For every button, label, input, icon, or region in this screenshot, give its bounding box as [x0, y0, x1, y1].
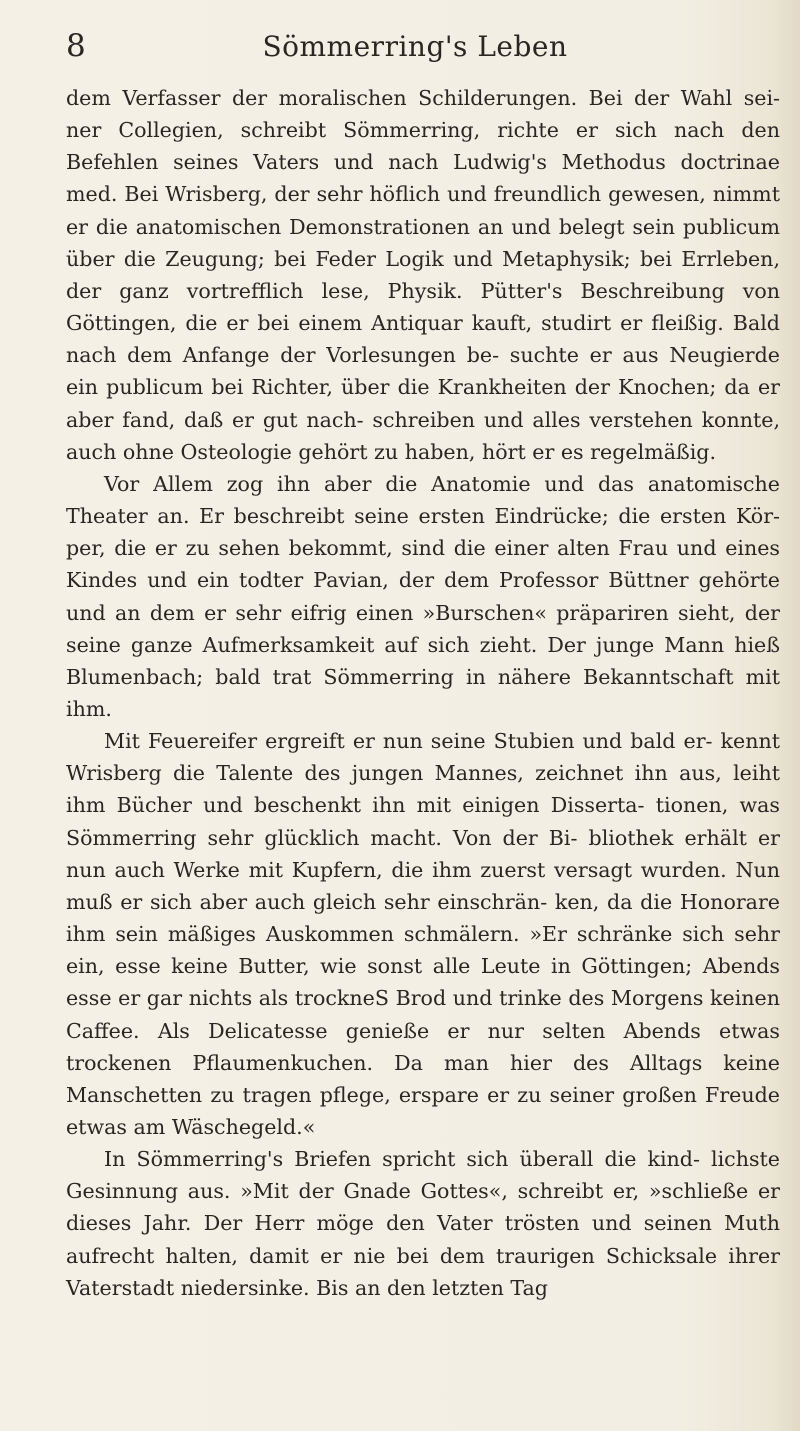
paragraph-1: dem Verfasser der moralischen Schilderungen. Bei der Wahl sei- ner Collegien, schreibt Sömmerring, richte er sich nach den Befehlen seines Vaters und nach Ludwig's Methodus doctrinae med. Bei Wrisberg, der sehr höflich und freundlich gewesen, nimmt er die anatomischen Demonstrationen an und belegt sein publicum über die Zeugung; bei Feder Logik und Metaphysik; bei Errleben, der ganz vortrefflich lese, Physik. Pütter's Beschreibung von Göttingen, die er bei einem Antiquar kauft, studirt er fleißig. Bald nach dem Anfange der Vorlesungen be- suchte er aus Neugierde ein publicum bei Richter, über die Krankheiten der Knochen; da er aber fand, daß er gut nach- schreiben und alles verstehen konnte, auch ohne Osteologie gehört zu haben, hört er es regelmäßig.: [66, 86, 780, 464]
body-text: [66, 82, 780, 1304]
paragraph-2: Vor Allem zog ihn aber die Anatomie und das anatomische Theater an. Er beschreibt seine ersten Eindrücke; die ersten Kör- per, die er zu sehen bekommt, sind die einer alten Frau und eines Kindes und ein todter Pavian, der dem Professor Büttner gehörte und an dem er sehr eifrig einen »Burschen« präpariren sieht, der seine ganze Aufmerksamkeit auf sich zieht. Der junge Mann hieß Blumenbach; bald trat Sömmerring in nähere Bekanntschaft mit ihm.: [66, 471, 780, 721]
page-header: [66, 28, 764, 68]
running-head: Sömmerring's Leben: [262, 30, 568, 63]
page-number: 8: [66, 28, 86, 64]
paragraph-3: Mit Feuereifer ergreift er nun seine Stubien und bald er- kennt Wrisberg die Talente des jungen Mannes, zeichnet ihn aus, leiht ihm Bücher und beschenkt ihn mit einigen Disserta- tionen, was Sömmerring sehr glücklich macht. Von der Bi- bliothek erhält er nun auch Werke mit Kupfern, die ihm zuerst versagt wurden. Nun muß er sich aber auch gleich sehr einschrän- ken, da die Honorare ihm sein mäßiges Auskommen schmälern. »Er schränke sich sehr ein, esse keine Butter, wie sonst alle Leute in Göttingen; Abends esse er gar nichts als trockneS Brod und trinke des Morgens keinen Caffee. Als Delicatesse genieße er nur selten Abends etwas trockenen Pflaumenkuchen. Da man hier des Alltags keine Manschetten zu tragen pflege, erspare er zu seiner großen Freude etwas am Wäschegeld.«: [66, 729, 780, 1139]
paragraph-4: In Sömmerring's Briefen spricht sich überall die kind- lichste Gesinnung aus. »Mit der Gnade Gottes«, schreibt er, »schließe er dieses Jahr. Der Herr möge den Vater trösten und seinen Muth aufrecht halten, damit er nie bei dem traurigen Schicksale ihrer Vaterstadt niedersinke. Bis an den letzten Tag: [66, 1147, 780, 1300]
